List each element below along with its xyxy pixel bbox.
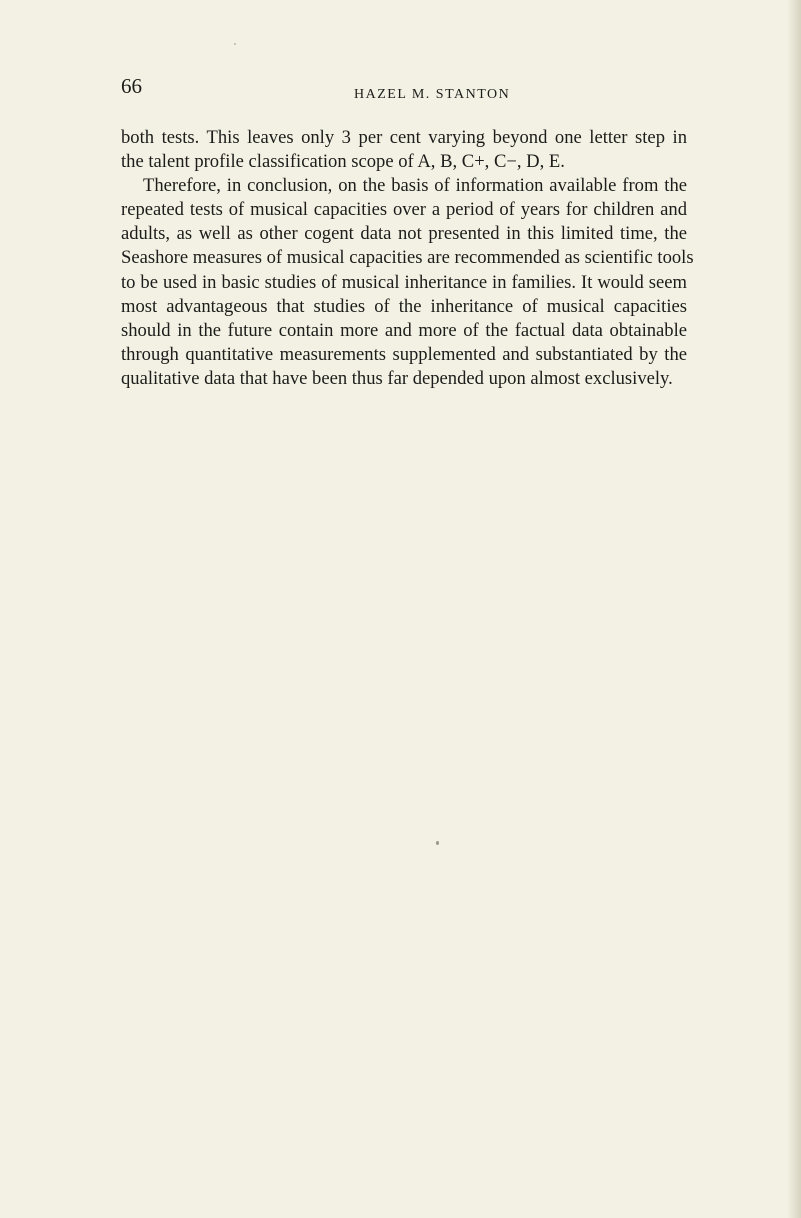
text-line: adults, as well as other cogent data not presented in this limited time, the [121,223,687,245]
text-line: through quantitative measurements supplemented and substantiated by the [121,343,687,365]
text-line: qualitative data that have been thus far depended upon almost exclusively. [121,367,673,389]
text-line: most advantageous that studies of the inheritance of musical capacities [121,295,687,317]
text-line: the talent profile classification scope of A, B, C+, C−, D, E. [121,151,565,173]
body-text [121,126,694,391]
paper-speck [436,841,439,845]
paragraph-continuation [121,126,687,174]
text-line: Seashore measures of musical capacities are recommended as scientific tools [121,247,694,269]
text-line: to be used in basic studies of musical inheritance in families. It would seem [121,271,687,293]
page-edge-shadow [787,0,801,1218]
running-head: HAZEL M. STANTON [354,87,511,102]
text-line: repeated tests of musical capacities over a period of years for children and [121,199,687,221]
text-line: should in the future contain more and more of the factual data obtainable [121,319,687,341]
paragraph-conclusion [121,174,694,391]
text-line: both tests. This leaves only 3 per cent varying beyond one letter step in [121,127,687,148]
paper-speck [234,43,236,45]
text-line: Therefore, in conclusion, on the basis of information available from the [143,175,687,197]
page-number: 66 [121,74,142,98]
